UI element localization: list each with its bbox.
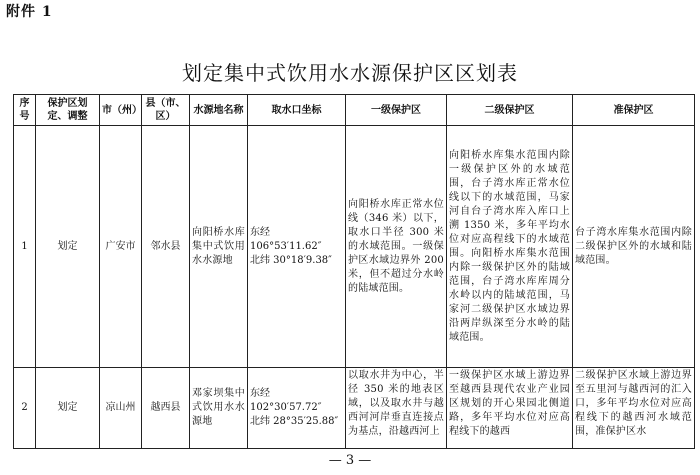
header-seq: 序号 bbox=[14, 95, 36, 126]
row-level2 bbox=[447, 368, 573, 449]
zoning-table bbox=[13, 94, 695, 449]
header-quasi: 准保护区 bbox=[573, 95, 695, 126]
row-level2-text: 一级保护区水域上游边界至越西县现代农业产业园区规划的开心果园北侧道路，多年平均水位对应高程线下的越西 bbox=[449, 370, 570, 437]
row-latitude: 北纬 28°35′25.88″ bbox=[250, 416, 339, 427]
table-row bbox=[14, 368, 695, 449]
row-level2: 向阳桥水库集水范围内除一级保护区外的水域范围，台子湾水库正常水位线以下的水域范围，马家河自台子湾水库入库口上溯 1350 米，多年平均水位对应高程线下的水域范围。向阳桥水库集水范围内除一级保护区外的陆域范围，台子湾水库库周分水岭以内的陆域范围，马家河二级保护区水域边界沿两岸纵深至分水岭的陆域范围。 bbox=[447, 126, 573, 368]
row-longitude: 东经 106°53′11.62″ bbox=[250, 226, 322, 252]
row-intake-coords bbox=[248, 368, 346, 449]
row-source-name: 邓家坝集中式饮用水水源地 bbox=[190, 368, 248, 449]
row-county: 越西县 bbox=[142, 368, 190, 449]
page-title: 划定集中式饮用水水源保护区区划表 bbox=[182, 61, 518, 85]
page-number: — 3 — bbox=[328, 453, 372, 468]
header-source-name: 水源地名称 bbox=[190, 95, 248, 126]
table-row bbox=[14, 126, 695, 368]
row-seq: 2 bbox=[14, 368, 36, 449]
table-header-row bbox=[14, 95, 695, 126]
row-quasi bbox=[573, 368, 695, 449]
row-quasi-text: 二级保护区水域上游边界至五里河与越西河的汇入口，多年平均水位对应高程线下的越西河水域范围，准保护区水 bbox=[575, 370, 692, 437]
row-quasi: 台子湾水库集水范围内除二级保护区外的水域和陆域范围。 bbox=[573, 126, 695, 368]
row-intake-coords bbox=[248, 126, 346, 368]
row-source-name: 向阳桥水库集中式饮用水水源地 bbox=[190, 126, 248, 368]
header-action: 保护区划定、调整 bbox=[36, 95, 100, 126]
row-seq: 1 bbox=[14, 126, 36, 368]
row-city: 广安市 bbox=[100, 126, 142, 368]
header-intake-coords: 取水口坐标 bbox=[248, 95, 346, 126]
row-longitude: 东经 102°30′57.72″ bbox=[250, 388, 322, 413]
row-level1-text: 以取水井为中心，半径 350 米的地表区域，以及取水井与越西河河岸垂直连接点为基点，沿越西河上 bbox=[348, 370, 444, 437]
row-action: 划定 bbox=[36, 126, 100, 368]
header-level1: 一级保护区 bbox=[346, 95, 447, 126]
row-action: 划定 bbox=[36, 368, 100, 449]
row-latitude: 北纬 30°18′9.38″ bbox=[250, 254, 332, 266]
row-level1 bbox=[346, 368, 447, 449]
header-county: 县（市、区） bbox=[142, 95, 190, 126]
row-city: 凉山州 bbox=[100, 368, 142, 449]
row-level1: 向阳桥水库正常水位线（346 米）以下，取水口半径 300 米的水域范围。一级保护区水域边界外 200 米，但不超过分水岭的陆域范围。 bbox=[346, 126, 447, 368]
attachment-label: 附件 1 bbox=[6, 4, 53, 20]
header-city: 市（州） bbox=[100, 95, 142, 126]
row-county: 邻水县 bbox=[142, 126, 190, 368]
header-level2: 二级保护区 bbox=[447, 95, 573, 126]
